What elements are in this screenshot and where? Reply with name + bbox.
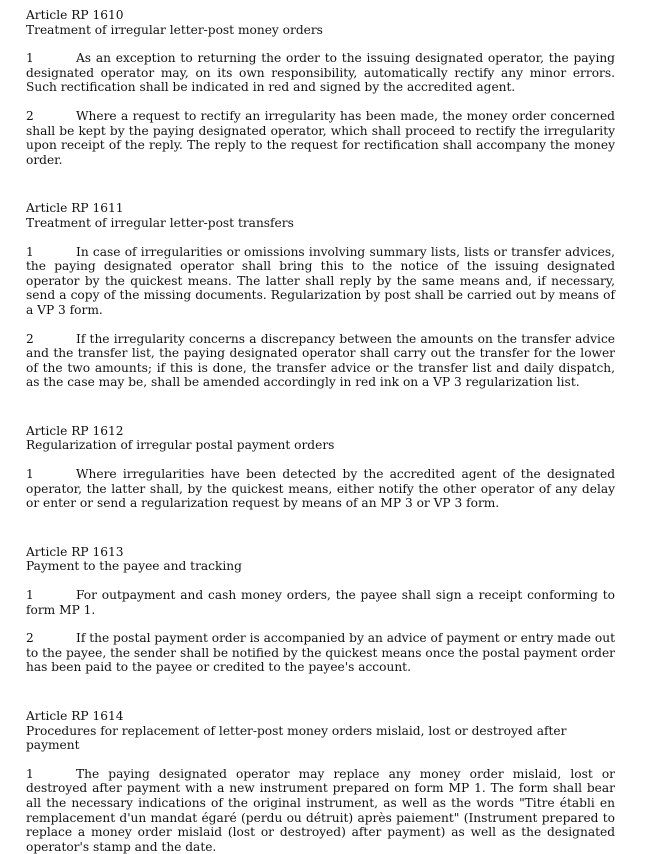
- paragraph: [26, 245, 615, 318]
- article-title: Procedures for replacement of letter-post money orders mislaid, lost or destroyed after payment: [26, 723, 567, 753]
- paragraph: [26, 767, 615, 854]
- paragraph-number: 1: [26, 51, 34, 66]
- paragraph: [26, 51, 615, 95]
- paragraph-text: In case of irregularities or omissions involving summary lists, lists or transfer advices, the paying designated operator shall bring this to the notice of the issuing designated operator by the quickest means. The latter shall reply by the same means and, if necessary, send a copy of the missing documents. Regularization by post shall be carried out by means of a VP 3 form.: [26, 244, 615, 317]
- paragraph: [26, 588, 615, 617]
- paragraph: [26, 467, 615, 511]
- paragraph: [26, 332, 615, 390]
- paragraph-text: For outpayment and cash money orders, the payee shall sign a receipt conforming to form MP 1.: [26, 588, 615, 617]
- article-rp-1614: [26, 709, 615, 854]
- paragraph-number: 1: [26, 467, 34, 482]
- paragraph-text: As an exception to returning the order to the issuing designated operator, the paying designated operator may, on its own responsibility, automatically rectify any minor errors. Such rectification shall be indicated in red and signed by the accredited agent.: [26, 51, 615, 95]
- article-number: Article RP 1614: [26, 709, 124, 723]
- article-rp-1612: [26, 424, 615, 511]
- article-number: Article RP 1612: [26, 423, 124, 438]
- article-title: Regularization of irregular postal payment orders: [26, 438, 335, 453]
- article-rp-1610: [26, 8, 615, 167]
- paragraph-number: 2: [26, 108, 34, 123]
- paragraph-text: Where irregularities have been detected by the accredited agent of the designated operator, the latter shall, by the quickest means, either notify the other operator of any delay or enter or send a regularization request by means of an MP 3 or VP 3 form.: [26, 467, 615, 511]
- article-title: Treatment of irregular letter-post transfers: [26, 215, 294, 230]
- article-title: Payment to the payee and tracking: [26, 559, 242, 574]
- article-title: Treatment of irregular letter-post money orders: [26, 22, 323, 37]
- paragraph-text: If the irregularity concerns a discrepancy between the amounts on the transfer advice and the transfer list, the paying designated operator shall carry out the transfer for the lower of the two amounts; if this is done, the transfer advice or the transfer list and daily dispatch, as the case may be, shall be amended accordingly in red ink on a VP 3 regularization list.: [26, 331, 615, 390]
- paragraph-text: The paying designated operator may replace any money order mislaid, lost or destroyed after payment with a new instrument prepared on form MP 1. The form shall bear all the necessary indications of the original instrument, as well as the words "Titre établi en remplacement d'un mandat égaré (perdu ou détruit) après paiement" (Instrument prepared to replace a money order mislaid (lost or destroyed) after payment) as well as the designated operator's stamp and the date.: [26, 766, 615, 854]
- article-rp-1611: [26, 201, 615, 390]
- paragraph-number: 2: [26, 631, 34, 646]
- article-number: Article RP 1613: [26, 544, 124, 559]
- paragraph: [26, 631, 615, 675]
- paragraph-text: Where a request to rectify an irregularity has been made, the money order concerned shall be kept by the paying designated operator, which shall proceed to rectify the irregularity upon receipt of the reply. The reply to the request for rectification shall accompany the money order.: [26, 108, 615, 167]
- article-rp-1613: [26, 545, 615, 675]
- paragraph-text: If the postal payment order is accompanied by an advice of payment or entry made out to the payee, the sender shall be notified by the quickest means once the postal payment order has been paid to the payee or credited to the payee's account.: [26, 631, 615, 675]
- paragraph-number: 2: [26, 331, 34, 346]
- paragraph: [26, 109, 615, 167]
- article-number: Article RP 1611: [26, 201, 124, 216]
- article-number: Article RP 1610: [26, 8, 124, 22]
- paragraph-number: 1: [26, 766, 34, 781]
- paragraph-number: 1: [26, 588, 34, 603]
- paragraph-number: 1: [26, 244, 34, 259]
